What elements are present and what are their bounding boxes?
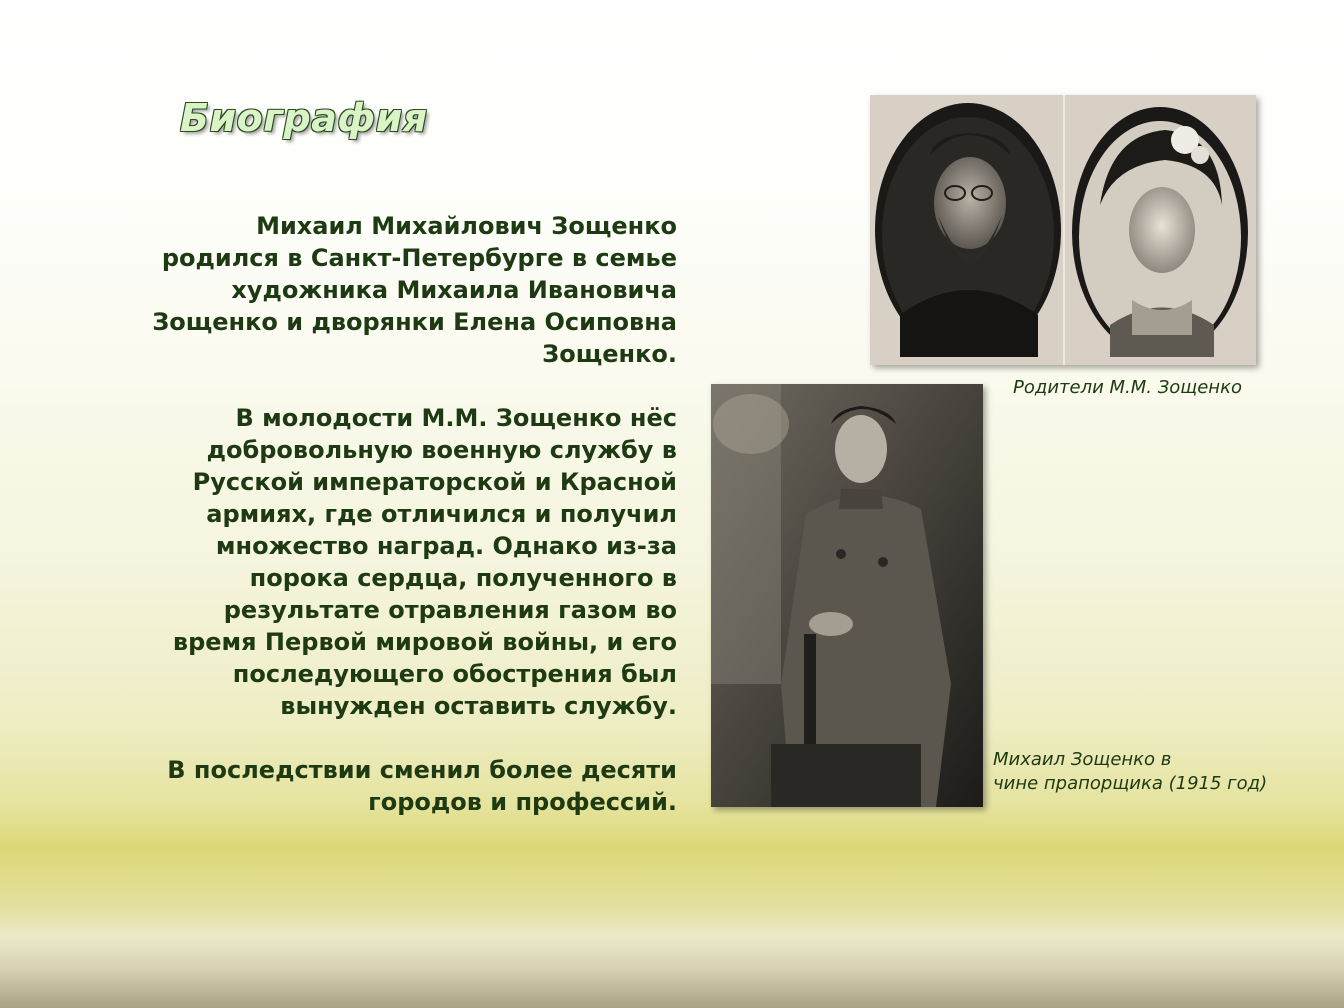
parents-caption: Родители М.М. Зощенко [1013, 377, 1242, 398]
bio-paragraph-later: В последствии сменил более десяти городов и профессий. [167, 756, 677, 816]
soldier-photo [711, 384, 983, 807]
bio-paragraph-service: В молодости М.М. Зощенко нёс добровольную военную службу в Русской императорской и Красной армиях, где отличился и получил множество наград. Однако из-за порока сердца, полученного в результате отравления газом во время Первой мировой войны, и его последующего обострения был вынужден оставить службу. [172, 404, 677, 720]
soldier-portrait-image [711, 384, 983, 807]
photo-divider [1063, 95, 1065, 365]
bio-paragraph-birth: Михаил Михайлович Зощенко родился в Санкт-Петербурге в семье художника Михаила Ивановича Зощенко и дворянки Елена Осиповна Зощенко. [152, 212, 677, 368]
slide-title: Биография [180, 96, 428, 140]
soldier-caption [993, 748, 1323, 796]
soldier-caption-line-1: Михаил Зощенко в [993, 749, 1172, 770]
parents-photo [870, 95, 1256, 365]
biography-text [150, 210, 677, 850]
soldier-caption-line-2: чине прапорщика (1915 год) [993, 773, 1268, 794]
